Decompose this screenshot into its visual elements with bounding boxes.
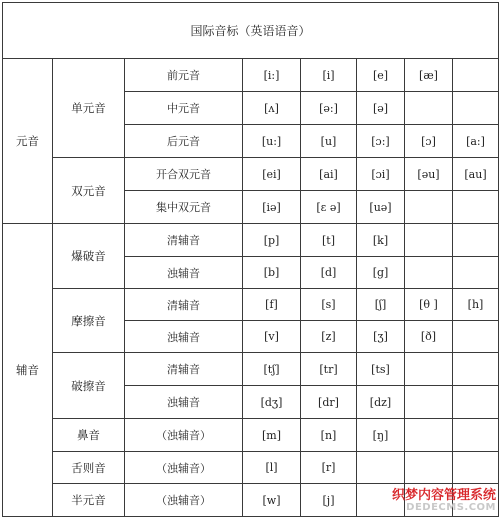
ipa-cell: [ʌ]	[243, 92, 301, 125]
ipa-cell: [au]	[453, 158, 499, 191]
ipa-cell: [ə]	[357, 92, 405, 125]
ipa-cell: [g]	[357, 257, 405, 289]
ipa-cell: [θ ]	[405, 289, 453, 321]
monophthong-label: 单元音	[53, 59, 125, 158]
ipa-cell: [j]	[301, 484, 357, 517]
diphthong-label: 双元音	[53, 158, 125, 224]
ipa-cell: [tr]	[301, 353, 357, 386]
ipa-cell: [u:]	[243, 125, 301, 158]
voiced-label: 浊辅音	[125, 257, 243, 289]
ipa-cell	[405, 386, 453, 419]
ipa-cell	[453, 92, 499, 125]
central-vowel-label: 中元音	[125, 92, 243, 125]
ipa-cell: [s]	[301, 289, 357, 321]
ipa-cell: [r]	[301, 452, 357, 484]
ipa-cell: [e]	[357, 59, 405, 92]
watermark	[392, 489, 496, 513]
ipa-cell: [dʒ]	[243, 386, 301, 419]
ipa-cell	[405, 419, 453, 452]
ipa-cell: [t]	[301, 224, 357, 257]
closing-diphthong-label: 开合双元音	[125, 158, 243, 191]
fricative-label: 摩擦音	[53, 289, 125, 353]
ipa-cell: [z]	[301, 321, 357, 353]
ipa-cell	[405, 353, 453, 386]
ipa-cell: [ʃ]	[357, 289, 405, 321]
row-plosive-voiceless	[3, 224, 499, 257]
row-lateral	[3, 452, 499, 484]
ipa-cell	[405, 452, 453, 484]
ipa-cell	[405, 92, 453, 125]
ipa-cell: [ŋ]	[357, 419, 405, 452]
row-nasal	[3, 419, 499, 452]
ipa-cell: [ə:]	[301, 92, 357, 125]
ipa-cell	[453, 452, 499, 484]
ipa-cell: [m]	[243, 419, 301, 452]
ipa-cell: [ʒ]	[357, 321, 405, 353]
ipa-cell: [p]	[243, 224, 301, 257]
ipa-cell: [d]	[301, 257, 357, 289]
centering-diphthong-label: 集中双元音	[125, 191, 243, 224]
ipa-cell: [f]	[243, 289, 301, 321]
row-affricate-voiceless	[3, 353, 499, 386]
ipa-cell: [uə]	[357, 191, 405, 224]
ipa-cell: [k]	[357, 224, 405, 257]
nasal-label: 鼻音	[53, 419, 125, 452]
voiced-label: 浊辅音	[125, 321, 243, 353]
ipa-cell	[453, 224, 499, 257]
title-row	[3, 3, 499, 59]
ipa-cell	[405, 224, 453, 257]
ipa-cell: [b]	[243, 257, 301, 289]
ipa-cell	[357, 452, 405, 484]
semivowel-label: 半元音	[53, 484, 125, 517]
plosive-label: 爆破音	[53, 224, 125, 289]
voiceless-label: 清辅音	[125, 353, 243, 386]
ipa-cell	[453, 59, 499, 92]
ipa-cell	[453, 353, 499, 386]
ipa-cell	[405, 191, 453, 224]
ipa-cell	[453, 386, 499, 419]
ipa-cell: [ð]	[405, 321, 453, 353]
affricate-label: 破擦音	[53, 353, 125, 419]
ipa-cell: [h]	[453, 289, 499, 321]
voiced-sub-label: （浊辅音）	[125, 452, 243, 484]
lateral-label: 舌则音	[53, 452, 125, 484]
ipa-cell: [i:]	[243, 59, 301, 92]
ipa-cell: [əu]	[405, 158, 453, 191]
ipa-cell: [iə]	[243, 191, 301, 224]
voiced-label: 浊辅音	[125, 386, 243, 419]
ipa-cell: [l]	[243, 452, 301, 484]
ipa-cell: [ɔ]	[405, 125, 453, 158]
ipa-cell: [u]	[301, 125, 357, 158]
front-vowel-label: 前元音	[125, 59, 243, 92]
ipa-cell	[405, 257, 453, 289]
ipa-cell: [n]	[301, 419, 357, 452]
row-closing-diphthong	[3, 158, 499, 191]
ipa-cell: [æ]	[405, 59, 453, 92]
watermark-title: 织梦内容管理系统	[391, 488, 496, 503]
ipa-cell: [a:]	[453, 125, 499, 158]
voiceless-label: 清辅音	[125, 224, 243, 257]
ipa-chart-table	[2, 2, 499, 517]
back-vowel-label: 后元音	[125, 125, 243, 158]
ipa-cell: [dz]	[357, 386, 405, 419]
watermark-url: DEDECMS.COM	[406, 502, 496, 513]
ipa-cell: [ai]	[301, 158, 357, 191]
voiced-sub-label: （浊辅音）	[125, 484, 243, 517]
ipa-cell: [v]	[243, 321, 301, 353]
ipa-cell	[453, 257, 499, 289]
ipa-cell: [ɛ ə]	[301, 191, 357, 224]
ipa-cell	[453, 191, 499, 224]
ipa-cell: [ɔ:]	[357, 125, 405, 158]
ipa-cell: [tʃ]	[243, 353, 301, 386]
ipa-cell: [ei]	[243, 158, 301, 191]
ipa-cell: [dr]	[301, 386, 357, 419]
ipa-cell: [ɔi]	[357, 158, 405, 191]
voiceless-label: 清辅音	[125, 289, 243, 321]
vowels-label: 元音	[3, 59, 53, 224]
ipa-cell	[453, 419, 499, 452]
voiced-sub-label: （浊辅音）	[125, 419, 243, 452]
ipa-cell: [i]	[301, 59, 357, 92]
consonants-label: 辅音	[3, 224, 53, 517]
ipa-cell: [w]	[243, 484, 301, 517]
row-fricative-voiceless	[3, 289, 499, 321]
chart-title: 国际音标（英语语音）	[3, 3, 499, 59]
ipa-cell	[453, 321, 499, 353]
ipa-cell: [ts]	[357, 353, 405, 386]
row-front-vowel	[3, 59, 499, 92]
